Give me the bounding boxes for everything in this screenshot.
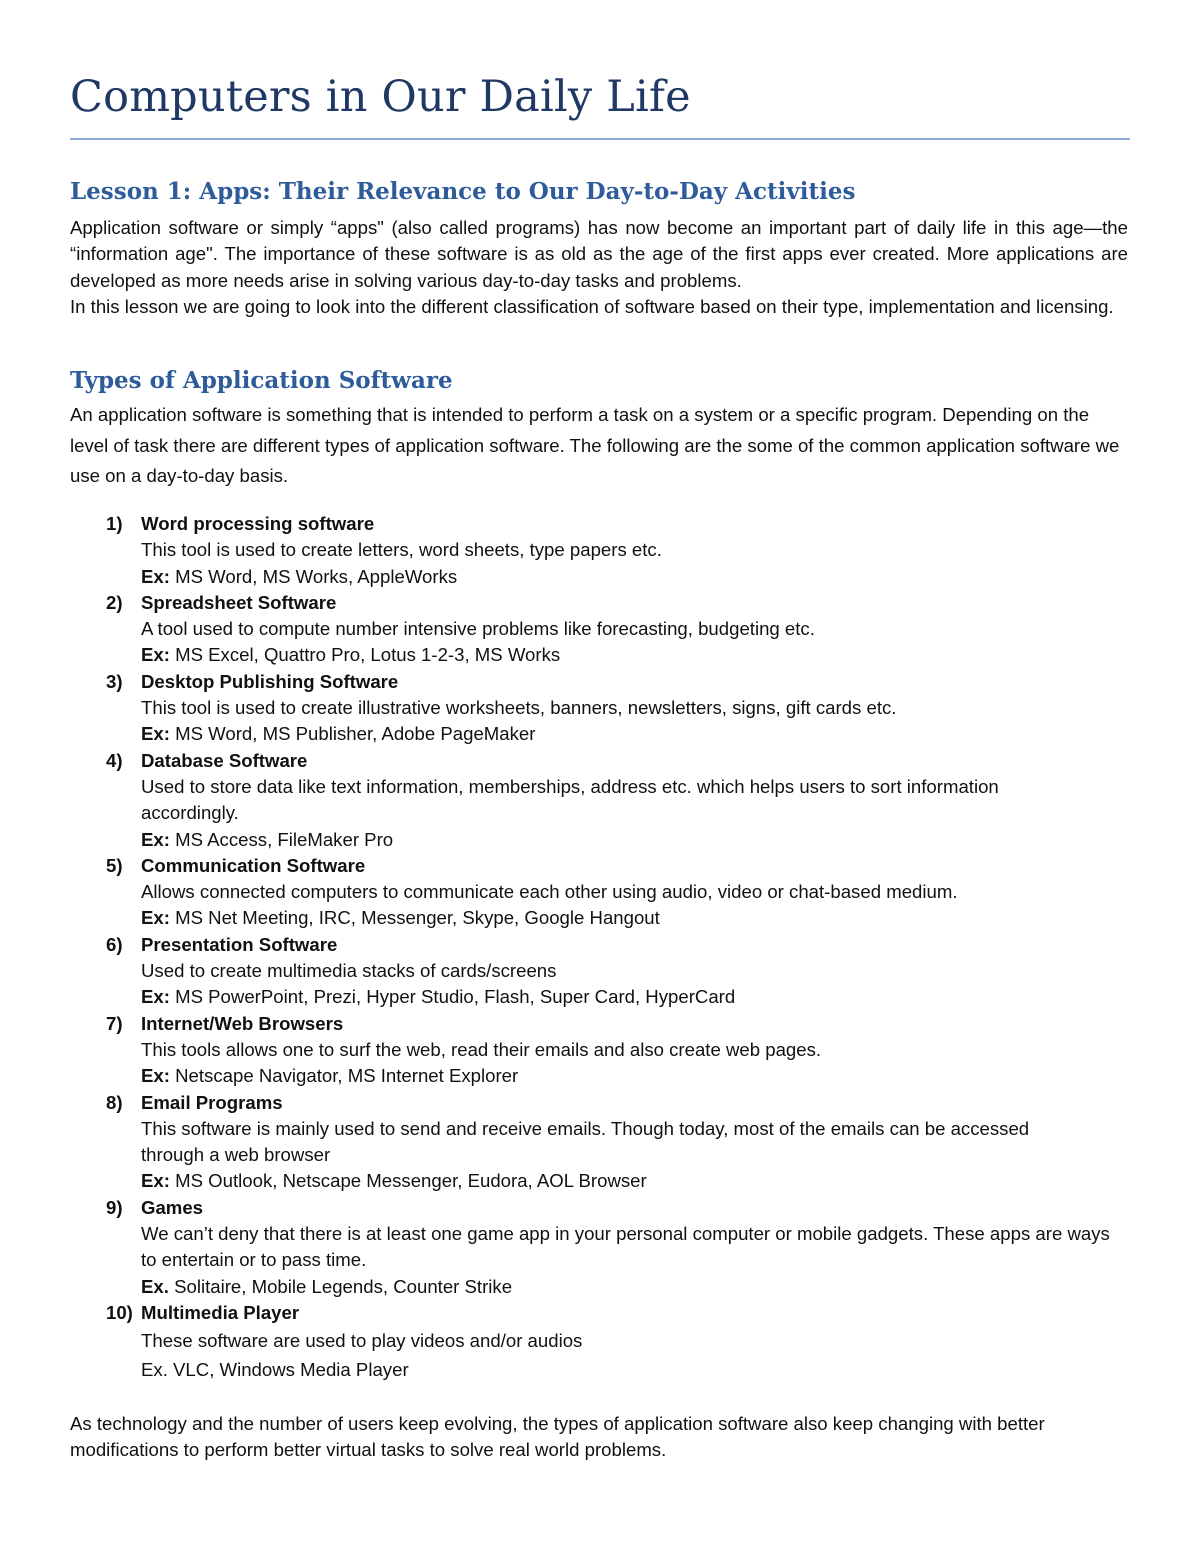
item-examples: [141, 721, 1130, 747]
examples-text: MS Outlook, Netscape Messenger, Eudora, AOL Browser: [169, 1170, 647, 1192]
item-examples: [141, 984, 1130, 1010]
examples-text: Netscape Navigator, MS Internet Explorer: [169, 1065, 519, 1087]
item-title: Database Software: [141, 749, 308, 771]
list-item: [70, 932, 1130, 1011]
examples-label: Ex:: [141, 723, 170, 745]
item-number: 7): [106, 1012, 123, 1034]
lesson-heading: Lesson 1: Apps: Their Relevance to Our Day-to-Day Activities: [70, 178, 856, 205]
item-title: Presentation Software: [141, 933, 338, 955]
list-item: [70, 511, 1130, 590]
item-title: Spreadsheet Software: [141, 591, 337, 613]
examples-text: MS Access, FileMaker Pro: [169, 828, 394, 850]
types-heading: Types of Application Software: [70, 367, 453, 394]
item-description: This tools allows one to surf the web, read their emails and also create web pages.: [141, 1038, 822, 1060]
item-description: This tool is used to create letters, word sheets, type papers etc.: [141, 539, 662, 561]
intro-paragraph-2: In this lesson we are going to look into the different classification of software based on their type, implementation and licensing.: [70, 296, 1114, 317]
list-item: [70, 1195, 1130, 1300]
item-title: Word processing software: [141, 513, 375, 534]
item-description: Used to store data like text information, memberships, address etc. which helps users to sort information accordingly.: [141, 775, 999, 824]
list-item: [70, 1300, 1130, 1384]
item-title: Email Programs: [141, 1091, 283, 1113]
item-title: Internet/Web Browsers: [141, 1012, 344, 1034]
item-title: Games: [141, 1196, 204, 1218]
item-number: 6): [106, 933, 123, 955]
item-number: 8): [106, 1091, 123, 1113]
item-number: 1): [106, 513, 123, 534]
item-description: Used to create multimedia stacks of cards/screens: [141, 960, 557, 982]
item-examples: [141, 642, 1130, 668]
software-types-list: [70, 511, 1130, 1384]
examples-label: Ex:: [141, 1065, 170, 1087]
title-underline: [70, 138, 1130, 140]
examples-text: MS Excel, Quattro Pro, Lotus 1-2-3, MS Works: [169, 644, 561, 666]
list-item: [70, 1090, 1130, 1195]
list-item: [70, 748, 1130, 853]
item-title: Desktop Publishing Software: [141, 670, 399, 692]
item-examples: [141, 905, 1130, 931]
examples-text: Ex. VLC, Windows Media Player: [141, 1359, 409, 1381]
examples-text: MS Word, MS Works, AppleWorks: [169, 565, 458, 587]
closing-paragraph: As technology and the number of users keep evolving, the types of application software also keep changing with better modifications to perform better virtual tasks to solve real world problems.: [70, 1413, 1045, 1461]
examples-text: Solitaire, Mobile Legends, Counter Strike: [168, 1275, 513, 1297]
item-examples: [141, 1355, 1130, 1384]
item-description: A tool used to compute number intensive problems like forecasting, budgeting etc.: [141, 618, 815, 640]
item-number: 5): [106, 854, 123, 876]
item-number: 3): [106, 670, 123, 692]
item-description: This software is mainly used to send and receive emails. Though today, most of the emails can be accessed through a web browser: [141, 1117, 1030, 1166]
item-description: Allows connected computers to communicate each other using audio, video or chat-based medium.: [141, 881, 958, 903]
item-description: We can’t deny that there is at least one game app in your personal computer or mobile gadgets. These apps are ways to entertain or to pass time.: [141, 1223, 1110, 1271]
examples-label: Ex:: [141, 565, 170, 587]
item-number: 4): [106, 749, 123, 771]
examples-label: Ex:: [141, 828, 170, 850]
item-number: 9): [106, 1196, 123, 1218]
types-paragraph: An application software is something that is intended to perform a task on a system or a specific program. Depending on the level of task there are different types of application software. The following are the some of the common application software we use on a day-to-day basis.: [70, 404, 1120, 486]
examples-label: Ex:: [141, 986, 170, 1008]
examples-text: MS Net Meeting, IRC, Messenger, Skype, Google Hangout: [169, 907, 660, 929]
page-title: Computers in Our Daily Life: [70, 72, 691, 122]
item-examples: [141, 827, 1130, 853]
examples-text: MS Word, MS Publisher, Adobe PageMaker: [169, 723, 536, 745]
list-item: [70, 590, 1130, 669]
item-description: These software are used to play videos and/or audios: [141, 1330, 583, 1352]
item-number: 10): [106, 1301, 133, 1323]
item-title: Communication Software: [141, 854, 366, 876]
examples-label: Ex:: [141, 1170, 170, 1192]
list-item: [70, 1011, 1130, 1090]
item-examples: [141, 564, 1130, 590]
item-title: Multimedia Player: [141, 1301, 300, 1323]
item-description: This tool is used to create illustrative worksheets, banners, newsletters, signs, gift cards etc.: [141, 697, 897, 719]
list-item: [70, 853, 1130, 932]
examples-label: Ex:: [141, 907, 170, 929]
item-number: 2): [106, 591, 123, 613]
examples-label: Ex.: [141, 1275, 169, 1297]
item-examples: [141, 1063, 1130, 1089]
intro-paragraph-1: Application software or simply “apps" (also called programs) has now become an important part of daily life in this age—the “information age". The importance of these software is as old as the age of the first apps ever created. More applications are developed as more needs arise in solving various day-to-day tasks and problems.: [70, 217, 1128, 291]
item-examples: [141, 1168, 1130, 1194]
examples-label: Ex:: [141, 644, 170, 666]
item-examples: [141, 1274, 1130, 1300]
list-item: [70, 669, 1130, 748]
examples-text: MS PowerPoint, Prezi, Hyper Studio, Flash, Super Card, HyperCard: [169, 986, 736, 1008]
